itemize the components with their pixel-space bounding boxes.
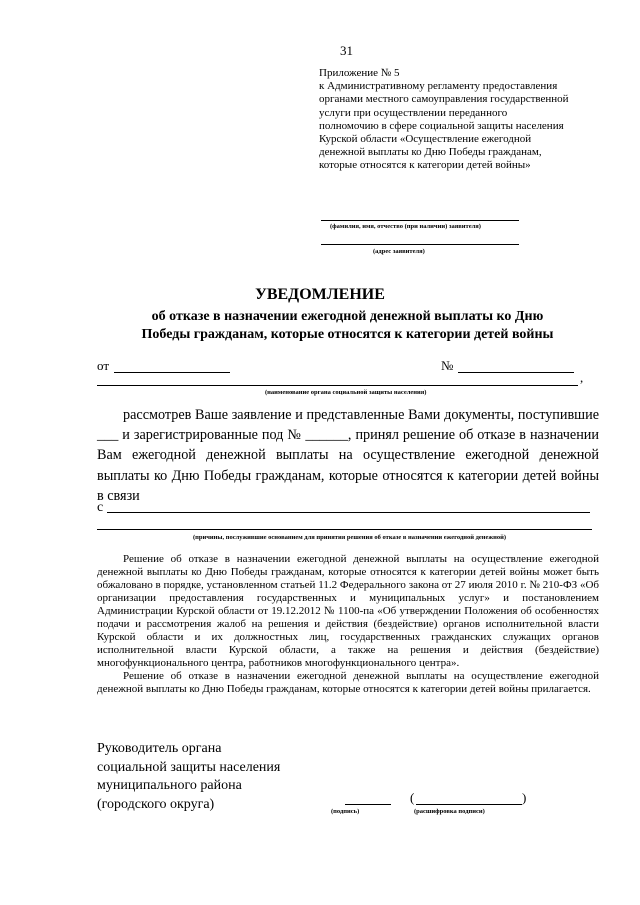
recipient-address-line <box>321 244 519 245</box>
reason-line-2 <box>97 529 592 530</box>
organ-caption: (наименование органа социальной защиты населения) <box>265 389 427 396</box>
notice-title: УВЕДОМЛЕНИЕ <box>255 286 385 303</box>
appendix-line: которые относятся к категории детей войны» <box>319 159 531 172</box>
organ-line-comma: , <box>580 370 584 385</box>
signatory-line: социальной защиты населения <box>97 759 281 775</box>
decoding-line <box>416 804 522 805</box>
appendix-line: услуги при осуществлении переданного <box>319 106 508 119</box>
recipient-name-line <box>321 220 519 221</box>
reasons-caption: (причины, послужившие основанием для принятия решения об отказе в назначении ежегодной денежной) <box>193 534 507 541</box>
appendix-line: органами местного самоуправления государственной <box>319 93 569 106</box>
signatory-line: Руководитель органа <box>97 741 222 756</box>
subtitle-line-1: об отказе в назначении ежегодной денежной выплаты ко Дню <box>151 309 544 324</box>
date-field-line <box>114 372 230 373</box>
appendix-line: Курской области «Осуществление ежегодной <box>319 133 532 146</box>
number-field-line <box>458 372 574 373</box>
signatory-block <box>97 740 280 814</box>
reason-prefix: с <box>97 500 104 515</box>
decision-paragraph-1: Решение об отказе в назначении ежегодной денежной выплаты на осуществление ежегодной денежной выплаты ко Дню Победы гражданам, которые относятся к категории детей войны может быть обжаловано в порядке, установленном статьей 11.2 Федерального закона от 27 июля 2010 г. № 210-ФЗ «Об организации предоставления государственных и муниципальных услуг» и постановлением Администрации Курской области от 19.12.2012 № 1100-па «Об утверждении Положения об особенностях подачи и рассмотрения жалоб на решения и действия (бездействие) органов исполнительной власти Курской области и их должностных лиц, государственных гражданских служащих органов исполнительной власти Курской области, а также на решения и действия (бездействие) многофункционального центра, работников многофункционального центра». <box>97 553 599 669</box>
decision-block <box>97 553 599 696</box>
recipient-address-caption: (адрес заявителя) <box>373 248 425 255</box>
appendix-line: к Административному регламенту предоставления <box>319 80 558 93</box>
appendix-block <box>319 67 619 173</box>
recipient-name-caption: (фамилия, имя, отчество (при наличии) заявителя) <box>330 223 481 230</box>
appendix-line: полномочию в сфере социальной защиты населения <box>319 119 564 132</box>
from-label: от <box>97 358 110 373</box>
signatory-line: муниципального района <box>97 778 242 793</box>
page-number: 31 <box>340 43 353 58</box>
appendix-line: денежной выплаты ко Дню Победы гражданам, <box>319 146 542 159</box>
signature-line <box>345 804 391 805</box>
subtitle-line-2: Победы гражданам, которые относятся к категории детей войны <box>141 327 554 342</box>
organ-name-line <box>97 385 578 386</box>
appendix-heading: Приложение № 5 <box>319 67 400 79</box>
close-paren: ) <box>522 790 527 805</box>
notice-subtitle <box>70 308 625 344</box>
number-label: № <box>441 358 454 373</box>
reason-line <box>107 512 590 513</box>
body-paragraph: рассмотрев Ваше заявление и представленные Вами документы, поступившие ___ и зарегистрированные под № ______, принял решение об отказе в назначении Вам ежегодной денежной выплаты на осуществление ежегодной денежной выплаты ко Дню Победы гражданам, которые относятся к категории детей войны в связи <box>97 407 599 504</box>
signature-caption: (подпись) <box>331 808 360 815</box>
body-paragraph-block <box>97 405 599 506</box>
open-paren: ( <box>410 790 415 805</box>
decoding-caption: (расшифровка подписи) <box>414 808 485 815</box>
decision-paragraph-2: Решение об отказе в назначении ежегодной денежной выплаты на осуществление ежегодной денежной выплаты ко Дню Победы гражданам, которые относятся к категории детей войны прилагается. <box>97 670 599 695</box>
signatory-line: (городского округа) <box>97 796 215 812</box>
